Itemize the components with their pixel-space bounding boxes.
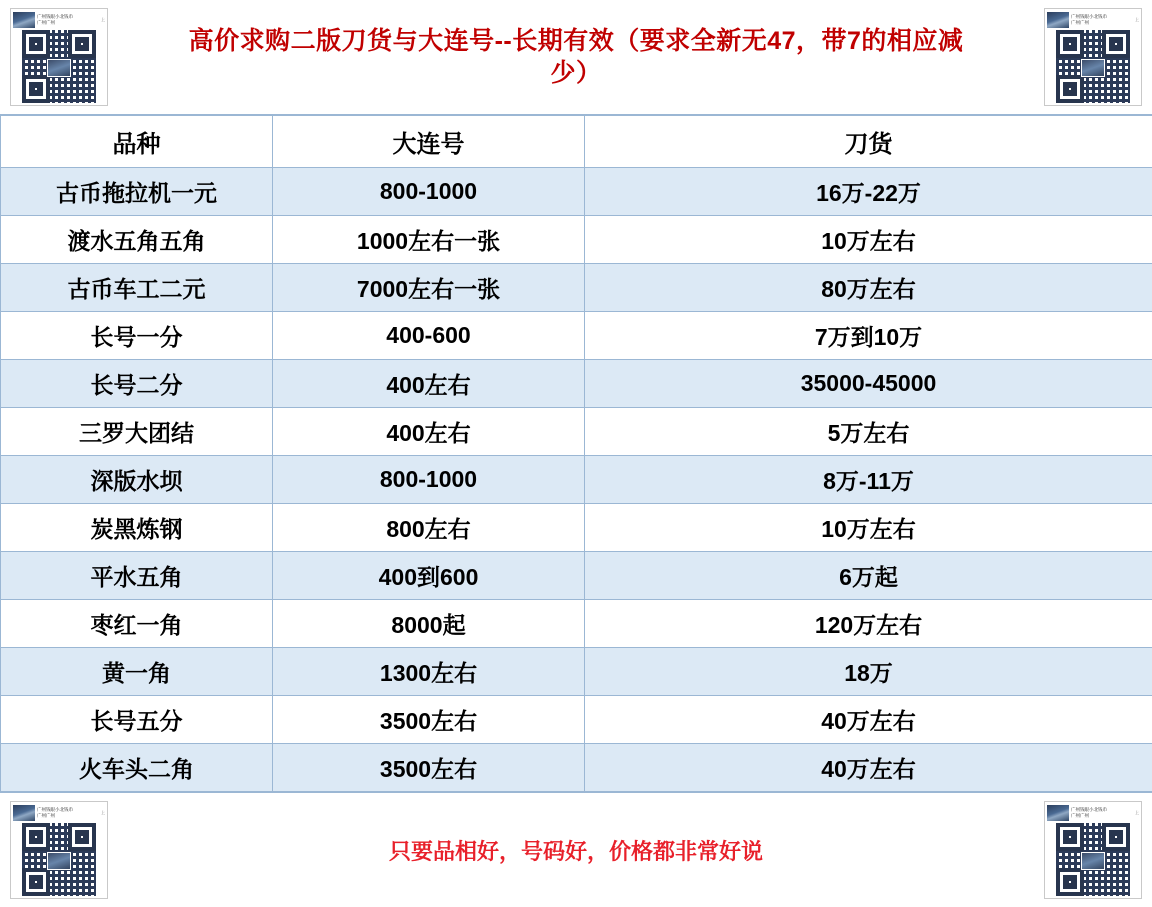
cell-dalian: 400到600	[273, 552, 585, 600]
column-header-daohuo: 刀货	[585, 116, 1152, 168]
qr-center-logo-icon	[1081, 852, 1105, 870]
qr-stamp-shop-name: 广州钱眼小北钱币 广州广州	[37, 807, 73, 818]
price-table	[0, 115, 1152, 792]
cell-dalian: 1300左右	[273, 648, 585, 696]
table-header-row	[1, 116, 1152, 168]
footer-note: 只要品相好，号码好，价格都非常好说	[388, 838, 763, 864]
table-body	[1, 168, 1152, 792]
cell-daohuo: 120万左右	[585, 600, 1152, 648]
shop-thumbnail-image	[13, 805, 35, 821]
shop-thumbnail-image	[1047, 12, 1069, 28]
qr-finder-bottom-left-icon	[22, 75, 50, 103]
qr-code-icon[interactable]	[1056, 823, 1130, 896]
qr-stamp-header	[1047, 804, 1139, 822]
qr-stamp-shop-name: 广州钱眼小北钱币 广州广州	[1071, 807, 1107, 818]
cell-daohuo: 40万左右	[585, 696, 1152, 744]
cell-dalian: 800-1000	[273, 456, 585, 504]
table-row	[1, 168, 1152, 216]
table-row	[1, 600, 1152, 648]
qr-stamp-mark: 上	[101, 809, 105, 815]
table-row	[1, 504, 1152, 552]
qr-center-logo-icon	[1081, 59, 1105, 77]
qr-center-logo-icon	[47, 852, 71, 870]
qr-stamp-mark: 上	[1135, 809, 1139, 815]
qr-finder-bottom-left-icon	[1056, 868, 1084, 896]
cell-variety: 枣红一角	[1, 600, 273, 648]
cell-dalian: 800-1000	[273, 168, 585, 216]
cell-daohuo: 80万左右	[585, 264, 1152, 312]
qr-finder-bottom-left-icon	[22, 868, 50, 896]
cell-variety: 炭黑炼钢	[1, 504, 273, 552]
cell-daohuo: 10万左右	[585, 216, 1152, 264]
qr-code-stamp-bottom-left[interactable]	[10, 801, 108, 899]
cell-variety: 平水五角	[1, 552, 273, 600]
shop-thumbnail-image	[1047, 805, 1069, 821]
cell-dalian: 3500左右	[273, 744, 585, 792]
qr-stamp-mark: 上	[1135, 16, 1139, 22]
qr-stamp-header	[1047, 11, 1139, 29]
table-row	[1, 552, 1152, 600]
cell-dalian: 400左右	[273, 408, 585, 456]
qr-stamp-shop-name: 广州钱眼小北钱币 广州广州	[1071, 14, 1107, 25]
qr-code-icon[interactable]	[22, 823, 96, 896]
table-row	[1, 264, 1152, 312]
cell-variety: 火车头二角	[1, 744, 273, 792]
column-header-variety: 品种	[1, 116, 273, 168]
table-row	[1, 744, 1152, 792]
cell-dalian: 1000左右一张	[273, 216, 585, 264]
column-header-dalian: 大连号	[273, 116, 585, 168]
cell-variety: 长号五分	[1, 696, 273, 744]
cell-dalian: 400左右	[273, 360, 585, 408]
cell-variety: 长号二分	[1, 360, 273, 408]
cell-daohuo: 8万-11万	[585, 456, 1152, 504]
cell-variety: 黄一角	[1, 648, 273, 696]
header-band	[0, 0, 1152, 115]
footer-band	[0, 792, 1152, 907]
cell-variety: 古币车工二元	[1, 264, 273, 312]
table-row	[1, 408, 1152, 456]
page-title: 高价求购二版刀货与大连号--长期有效（要求全新无47，带7的相应减少）	[188, 26, 964, 87]
cell-daohuo: 6万起	[585, 552, 1152, 600]
table-row	[1, 360, 1152, 408]
qr-stamp-mark: 上	[101, 16, 105, 22]
cell-dalian: 3500左右	[273, 696, 585, 744]
qr-code-stamp-top-left[interactable]	[10, 8, 108, 106]
cell-variety: 古币拖拉机一元	[1, 168, 273, 216]
cell-variety: 渡水五角五角	[1, 216, 273, 264]
cell-dalian: 7000左右一张	[273, 264, 585, 312]
cell-variety: 长号一分	[1, 312, 273, 360]
shop-thumbnail-image	[13, 12, 35, 28]
cell-daohuo: 7万到10万	[585, 312, 1152, 360]
cell-daohuo: 10万左右	[585, 504, 1152, 552]
qr-stamp-header	[13, 11, 105, 29]
qr-code-icon[interactable]	[22, 30, 96, 103]
table-row	[1, 312, 1152, 360]
cell-dalian: 800左右	[273, 504, 585, 552]
cell-daohuo: 35000-45000	[585, 360, 1152, 408]
cell-daohuo: 16万-22万	[585, 168, 1152, 216]
qr-center-logo-icon	[47, 59, 71, 77]
qr-stamp-shop-name: 广州钱眼小北钱币 广州广州	[37, 14, 73, 25]
table-row	[1, 696, 1152, 744]
cell-daohuo: 5万左右	[585, 408, 1152, 456]
cell-variety: 三罗大团结	[1, 408, 273, 456]
cell-daohuo: 18万	[585, 648, 1152, 696]
cell-dalian: 400-600	[273, 312, 585, 360]
qr-stamp-header	[13, 804, 105, 822]
table-row	[1, 456, 1152, 504]
qr-code-stamp-top-right[interactable]	[1044, 8, 1142, 106]
table-row	[1, 216, 1152, 264]
cell-dalian: 8000起	[273, 600, 585, 648]
cell-daohuo: 40万左右	[585, 744, 1152, 792]
cell-variety: 深版水坝	[1, 456, 273, 504]
table-row	[1, 648, 1152, 696]
qr-code-stamp-bottom-right[interactable]	[1044, 801, 1142, 899]
qr-finder-bottom-left-icon	[1056, 75, 1084, 103]
qr-code-icon[interactable]	[1056, 30, 1130, 103]
